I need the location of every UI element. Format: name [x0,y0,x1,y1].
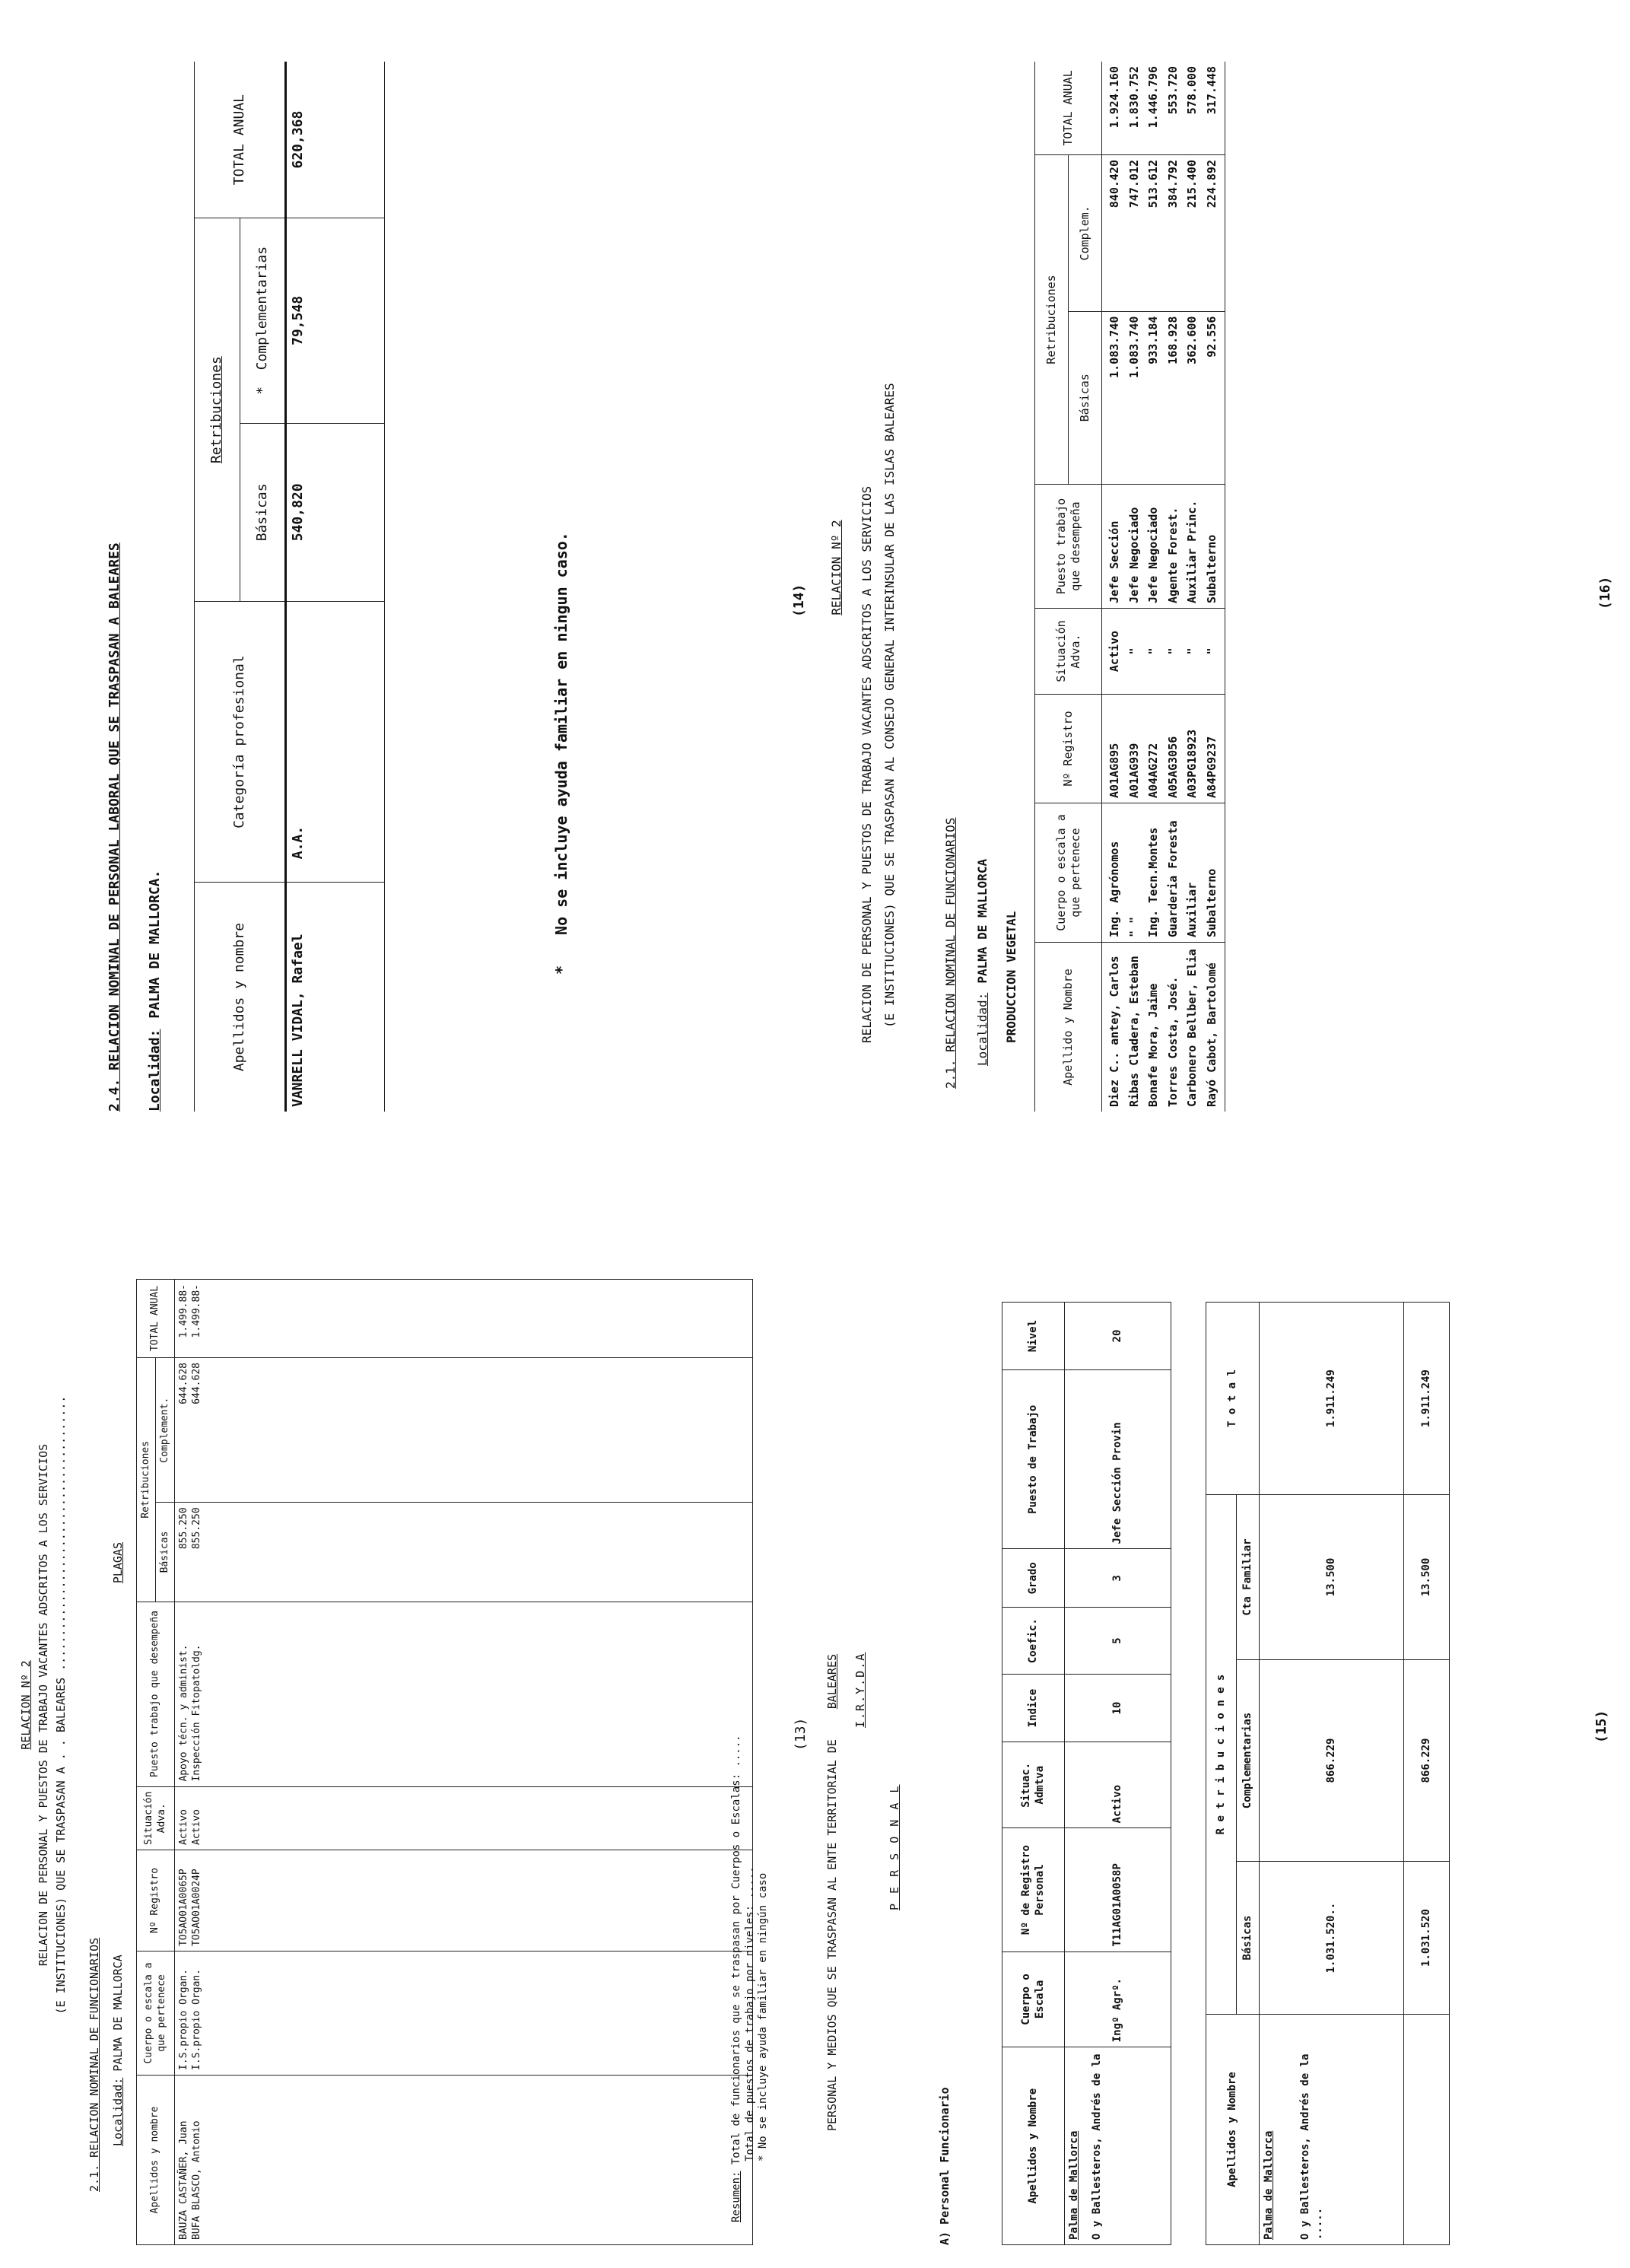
col-post: Puesto trabajo que desempeña [136,1602,175,1786]
organisation: I.R.Y.D.A [853,1652,867,1728]
page-number: (16) [1597,576,1613,609]
page-number: (13) [793,1717,809,1751]
col-total: TOTAL ANUAL [1035,62,1102,155]
department: PLAGAS [111,1541,125,1584]
relation-title: RELACION Nº 2 [829,520,844,616]
col-complement: Complem. [1069,155,1102,312]
col-name: Apellido y Nombre [1035,943,1102,1112]
col-basic: Básicas [1069,311,1102,484]
page-number: (15) [1593,1710,1609,1743]
col-total: TOTAL ANUAL [136,1280,175,1358]
locality: PALMA DE MALLORCA. [146,870,163,1019]
total-row: 1.031.520 866.229 13.500 1.911.249 [1404,1303,1450,2245]
col-name: Apellidos y nombre [136,2076,175,2245]
locality: PALMA DE MALLORCA [975,858,990,984]
col-basic: Básicas [156,1503,175,1602]
table-row: Diez C.. antey, Carlos Ribas Cladera, Esteban Bonafe Mora, Jaime Torres Costa, José. Carbonero Bellber, Elia Rayó Cabot, Bartolomé Ing. Agrónomos " " Ing. Tecn.Montes Guarderia Foresta Auxiliar Subalterno A01AG895 A01AG939 A04AG272 A05AG3056 A03PG18923 A84PG9237 Activo " " " " " Jefe Sección Jefe Negociado Jefe Negociado Agente Forest. Auxiliar Princ. Subalterno 1.083.740 1.083.740 933.184 168.928 362.600 92.556 840.420 747.012 513.612 384.792 215.400 224.892 1.924.160 1.830.752 1.446.796 553.720 578.000 317.448 [1102,62,1225,1112]
heading: PERSONAL Y MEDIOS QUE SE TRASPASAN AL ENTE TERRITORIAL DE [825,1739,839,2131]
pay-table: Apellidos y Nombre R e t r i b u c i o n e s T o t a l Básicas Complementarias Cta Familiar Palma de Mallorca O y Ballesteros, Andrés de la ..... 1.031.520.. 866.229 13.500 1.911.249 1.031.520 866.229 13.500 1.911.249 [1206,1302,1450,2245]
locality-label: Localidad: [111,2077,125,2146]
labour-table [194,62,385,1112]
col-registry: Nº Registro [1035,695,1102,803]
subheading: P E R S O N A L [887,1784,901,1910]
col-registry: Nº Registro [136,1850,175,1951]
col-body: Cuerpo o escala a que pertenece [1035,803,1102,943]
staff-table [136,1279,754,2245]
table-row: Palma de Mallorca O y Ballesteros, Andrés de la Ingº Agrº. T11AG01A0058P Activo 10 5 3 Jefe Sección Provin 20 [1065,1303,1171,2245]
table-row: BAUZA CASTAÑER, Juan BUFA BLASCO, Antonio I.S.propio Organ. I.S.propio Organ. TO5AO01A0065P TO5AO01A0024P Activo Activo Apoyo técn. y administ. Inspección Fitopatoldg. 855.250 855.250 644.628 644.628 1.499.88- 1.499.88- [175,1280,753,2245]
page-14 [23,24,783,1112]
col-name: Apellidos y nombre [195,883,286,1112]
col-complement: Complement. [156,1358,175,1503]
heading-line-2: (E INSTITUCIONES) QUE SE TRASPASAN AL CONSEJO GENERAL INTERINSULAR DE LAS ISLAS BALEARES [882,383,897,1028]
col-body: Cuerpo o escala a que pertenece [136,1951,175,2076]
col-pay: Retribuciones [136,1358,155,1602]
summary: Resumen: Total de funcionarios que se traspasan por Cuerpos o Escalas: ..... Total de puestos de trabajo por niveles: ..... * No se incluye ayuda familiar en ningún caso [730,1735,769,2222]
col-total: TOTAL ANUAL [195,62,286,218]
footnote: * No se incluye ayuda familiar en ningun caso. [552,532,570,975]
col-pay: Retribuciones [1035,155,1069,485]
locality-label: Localidad: [975,992,990,1066]
staff-table [1034,62,1225,1112]
heading: RELACION DE PERSONAL Y PUESTOS DE TRABAJO VACANTES ADSCRITOS A LOS SERVICIOS [36,1443,50,1967]
staff-table: Apellidos y Nombre Cuerpo o Escala Nº de Registro Personal Situac. Admtva Indice Coefic. Grado Puesto de Trabajo Nivel Palma de Mallorca O y Ballesteros, Andrés de la Ingº Agrº. T11AG01A0058P Activo 10 5 3 Jefe Sección Provin 20 [1002,1302,1171,2245]
department: PRODUCCION VEGETAL [1004,911,1018,1043]
col-complement: * Complementarias [240,218,286,423]
page-15 [825,1165,1616,2245]
heading-place: BALEARES [825,1653,839,1710]
section-title: 2.4. RELACION NOMINAL DE PERSONAL LABORAL QUE SE TRASPASAN A BALEARES [106,542,122,1112]
col-status: Situación Adva. [1035,609,1102,695]
section-title: 2.1. RELACION NOMINAL DE FUNCIONARIOS [87,1937,102,2192]
col-post: Puesto trabajo que desempeña [1035,485,1102,609]
section-title: 2.1. RELACION NOMINAL DE FUNCIONARIOS [943,817,958,1089]
col-category: Categoría profesional [195,602,286,883]
col-basic: Básicas [240,423,286,601]
locality: PALMA DE MALLORCA [111,1955,125,2072]
table-row: VANRELL VIDAL, Rafael A.A. 540,820 79,548 620,368 [286,62,385,1112]
page-13 [19,1165,780,2245]
page-16 [829,24,1613,1112]
col-status: Situación Adva. [136,1786,175,1850]
col-pay: Retribuciones [195,218,240,602]
heading: RELACION DE PERSONAL Y PUESTOS DE TRABAJO VACANTES ADSCRITOS A LOS SERVICIOS [859,485,874,1043]
locality-label: Localidad: [146,1029,163,1112]
section-title: A) Personal Funcionario [938,2087,952,2245]
table-row: Palma de Mallorca O y Ballesteros, Andrés de la ..... 1.031.520.. 866.229 13.500 1.911.249 [1260,1303,1404,2245]
relation-title: RELACION Nº 2 [19,1660,33,1750]
heading-line-2: (E INSTITUCIONES) QUE SE TRASPASAN A . . BALEARES ........................................ [53,1395,68,2015]
page-number: (14) [791,584,807,617]
